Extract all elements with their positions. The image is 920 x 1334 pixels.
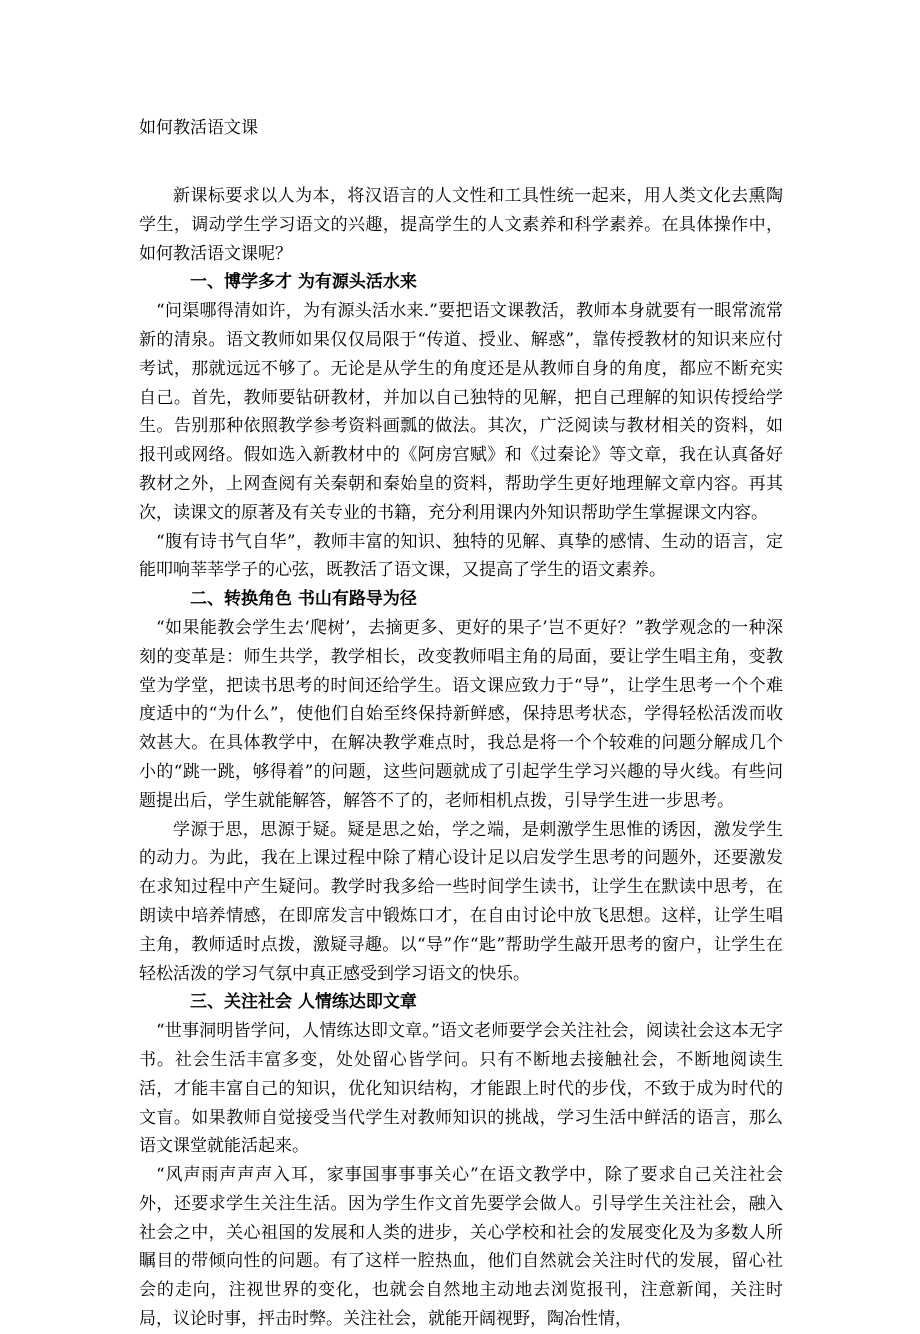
section-heading-3: 三、关注社会 人情练达即文章: [190, 992, 417, 1013]
paragraph-3: “腹有诗书气自华”，教师丰富的知识、独特的见解、真挚的感情、生动的语言，定能叩响莘莘学子的心弦，既教活了语文课，又提高了学生的语文素养。: [139, 531, 783, 581]
document-body: [139, 182, 783, 1334]
paragraph-4: “如果能教会学生去‘爬树’，去摘更多、更好的果子’岂不更好？”教学观念的一种深刻的变革是：师生共学，教学相长，改变教师唱主角的局面，要让学生唱主角，变教堂为学堂，把读书思考的时间还给学生。语文课应致力于“导”，让学生思考一个个难度适中的“为什么”，使他们自始至终保持新鲜感，保持思考状态，学得轻松活泼而收效甚大。在具体教学中，在解决教学难点时，我总是将一个个较难的问题分解成几个小的“跳一跳，够得着”的问题，这些问题就成了引起学生学习兴趣的导火线。有些问题提出后，学生就能解答，解答不了的，老师相机点拨，引导学生进一步思考。: [139, 617, 783, 811]
paragraph-2: “问渠哪得清如许，为有源头活水来.”要把语文课教活，教师本身就要有一眼常流常新的清泉。语文教师如果仅仅局限于“传道、授业、解惑”，靠传授教材的知识来应付考试，那就远远不够了。无论是从学生的角度还是从教师自身的角度，都应不断充实自己。首先，教师要钻研教材，并加以自己独特的见解，把自己理解的知识传授给学生。告别那种依照教学参考资料画瓢的做法。其次，广泛阅读与教材相关的资料，如报刊或网络。假如选入新教材中的《阿房宫赋》和《过秦论》等文章，我在认真备好教材之外，上网查阅有关秦朝和秦始皇的资料，帮助学生更好地理解文章内容。再其次，读课文的原著及有关专业的书籍，充分利用课内外知识帮助学生掌握课文内容。: [139, 301, 783, 523]
paragraph-5: 学源于思，思源于疑。疑是思之始，学之端，是刺激学生思惟的诱因，激发学生的动力。为此，我在上课过程中除了精心设计足以启发学生思考的问题外，还要激发在求知过程中产生疑问。教学时我多给一些时间学生读书，让学生在默读中思考，在朗读中培养情感，在即席发言中锻炼口才，在自由讨论中放飞思想。这样，让学生唱主角，教师适时点拨，激疑寻趣。以“导”作“匙”帮助学生敲开思考的窗户，让学生在轻松活泼的学习气氛中真正感受到学习语文的快乐。: [139, 819, 783, 984]
paragraph-7: “风声雨声声声入耳，家事国事事事关心”在语文教学中，除了要求自己关注社会外，还要求学生关注生活。因为学生作文首先要学会做人。引导学生关注社会，融入社会之中，关心祖国的发展和人类的进步，关心学校和社会的发展变化及为多数人所瞩目的带倾向性的问题。有了这样一腔热血，他们自然就会关注时代的发展，留心社会的走向，注视世界的变化，也就会自然地主动地去浏览报刊，注意新闻，关注时局，议论时事，抨击时弊。关注社会，就能开阔视野，陶冶性情，: [139, 1165, 783, 1330]
document-title: 如何教活语文课: [139, 118, 258, 138]
section-heading-1: 一、博学多才 为有源头活水来: [190, 272, 417, 293]
paragraph-1: 新课标要求以人为本，将汉语言的人文性和工具性统一起来，用人类文化去熏陶学生，调动学生学习语文的兴趣，提高学生的人文素养和科学素养。在具体操作中，如何教活语文课呢？: [139, 186, 783, 264]
paragraph-6: “世事洞明皆学问，人情练达即文章。”语文老师要学会关注社会，阅读社会这本无字书。社会生活丰富多变，处处留心皆学问。只有不断地去接触社会，不断地阅读生活，才能丰富自己的知识，优化知识结构，才能跟上时代的步伐，不致于成为时代的文盲。如果教师自觉接受当代学生对教师知识的挑战，学习生活中鲜活的语言，那么语文课堂就能活起来。: [139, 1021, 783, 1157]
section-heading-2: 二、转换角色 书山有路导为径: [190, 589, 417, 610]
